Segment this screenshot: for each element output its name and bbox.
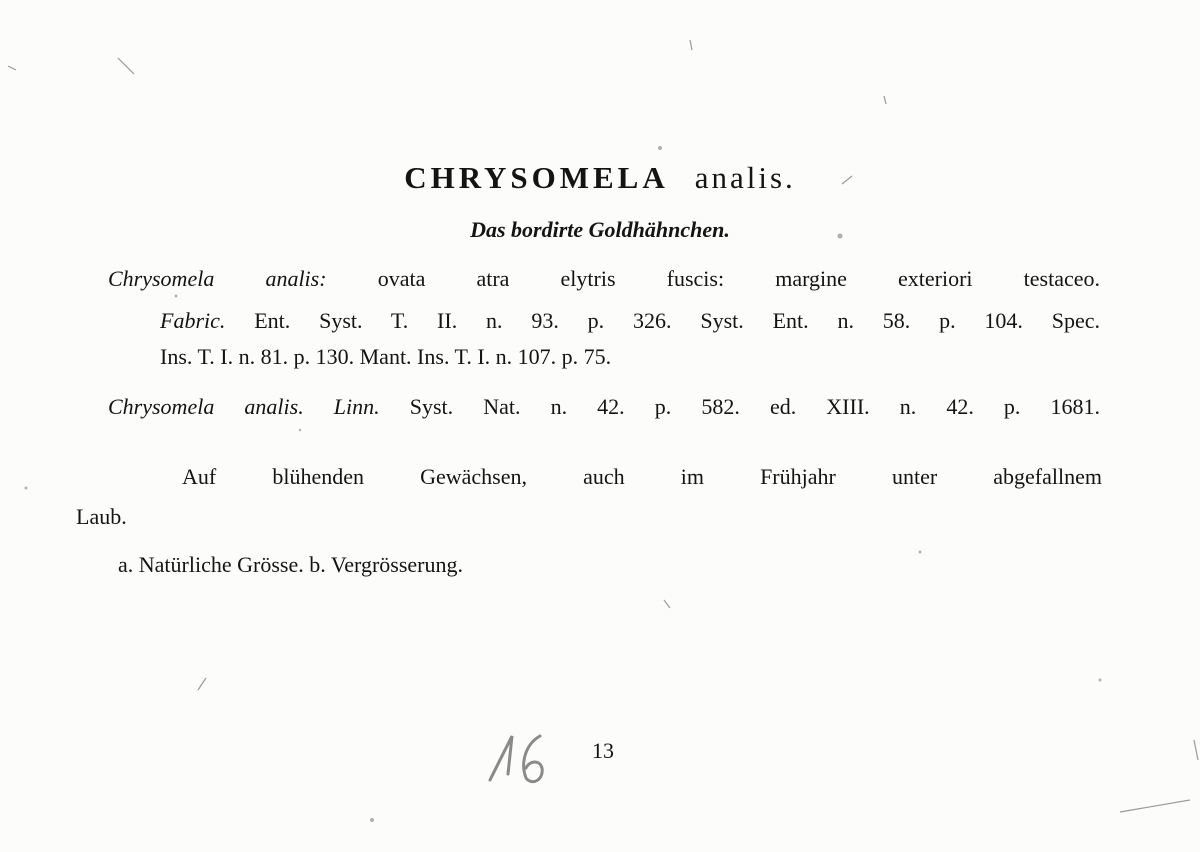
- author-linnaeus: Linn.: [333, 394, 380, 419]
- synonym-line: [108, 392, 1100, 422]
- habitat-line-1: Auf blühenden Gewächsen, auch im Frühjahr unter abgefallnem: [182, 464, 1102, 489]
- species-name: analis.: [694, 160, 796, 195]
- habitat-line-2: Laub.: [76, 504, 127, 529]
- description-line-2: [160, 306, 1100, 336]
- page-title: [0, 160, 1200, 196]
- diagnosis-text: ovata atra elytris fuscis: margine exteriori testaceo.: [377, 266, 1100, 291]
- description-line-1: [108, 264, 1100, 294]
- german-common-name: Das bordirte Goldhähnchen.: [470, 217, 730, 242]
- figure-legend: a. Natürliche Grösse. b. Vergrösserung.: [118, 552, 463, 577]
- genus-name: CHRYSOMELA: [404, 160, 669, 195]
- citation-text-1: Ent. Syst. T. II. n. 93. p. 326. Syst. Ent. n. 58. p. 104. Spec.: [254, 308, 1100, 333]
- handwritten-mark: [482, 722, 562, 792]
- description-line-3: [160, 342, 611, 372]
- citation-text-2: Ins. T. I. n. 81. p. 130. Mant. Ins. T. I. n. 107. p. 75.: [160, 344, 612, 369]
- species-reference: Chrysomela analis:: [108, 266, 327, 291]
- synonym-citation: Syst. Nat. n. 42. p. 582. ed. XIII. n. 42. p. 1681.: [409, 394, 1100, 419]
- page-number: 13: [592, 738, 614, 763]
- synonym-name: Chrysomela analis.: [108, 394, 304, 419]
- author-fabricius: Fabric.: [160, 308, 226, 333]
